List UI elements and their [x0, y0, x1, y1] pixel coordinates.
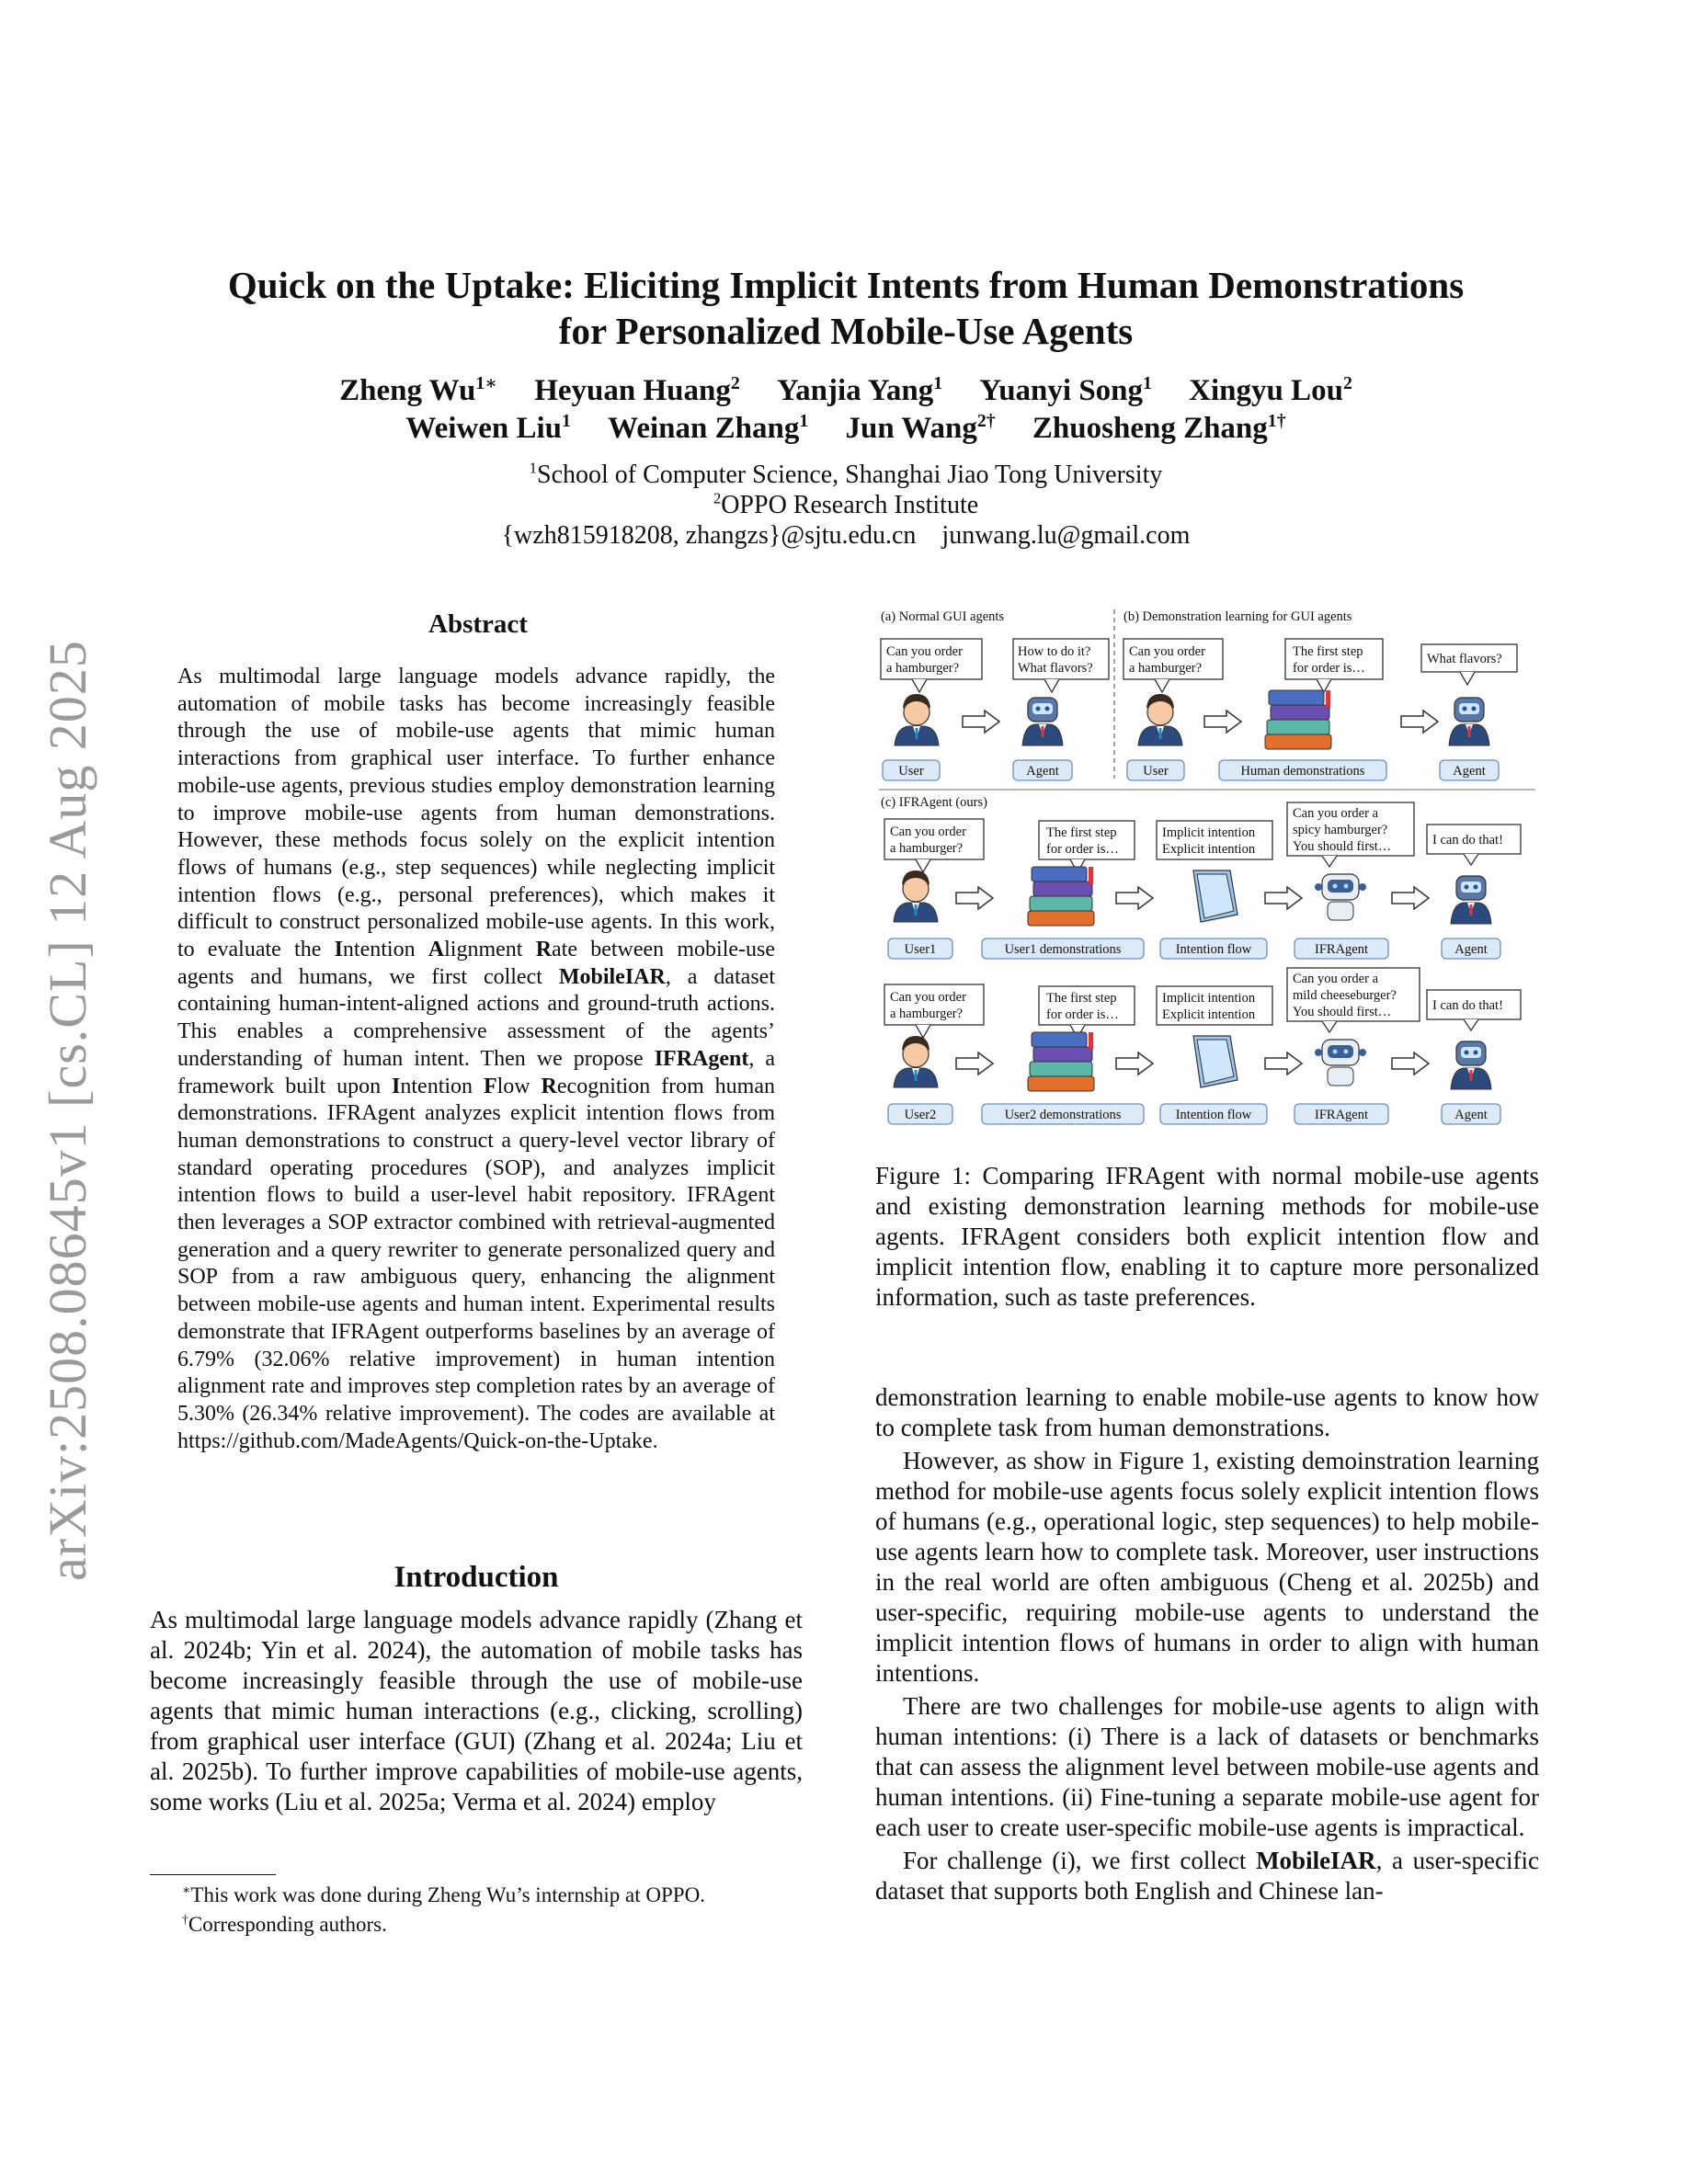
label-agent: Agent	[1454, 942, 1488, 957]
introduction-paragraph: As multimodal large language models advance rapidly (Zhang et al. 2024b; Yin et al. 2024), the automation of mobile tasks has become increasingly feasible through the use of mobile-use agents that mimic human interactions (e.g., clicking, scrolling) from graphical user interface (GUI) (Zhang et al. 2024a; Liu et al. 2025b). To further improve capabilities of mobile-use agents, some works (Liu et al. 2025a; Verma et al. 2024) employ	[150, 1606, 803, 1815]
label-human-demonstrations: Human demonstrations	[1240, 764, 1365, 779]
speech-bubble	[1287, 968, 1420, 1032]
arrow-icon	[956, 1052, 993, 1075]
svg-text:for order is…: for order is…	[1293, 661, 1365, 676]
paragraph: demonstration learning to enable mobile-use agents to know how to complete task from human demonstrations.	[875, 1383, 1539, 1441]
robot-agent-icon	[1451, 1041, 1491, 1089]
svg-text:The first step: The first step	[1046, 991, 1117, 1006]
speech-bubble	[1285, 639, 1383, 692]
books-icon	[1028, 867, 1094, 926]
user-icon	[895, 694, 939, 745]
label-user: User	[898, 764, 924, 779]
svg-text:Can you order: Can you order	[886, 644, 963, 659]
author: Zhuosheng Zhang$^{1\dagger}$	[1032, 411, 1286, 445]
arrow-icon	[1401, 711, 1438, 733]
svg-text:a hamburger?: a hamburger?	[886, 661, 960, 676]
svg-text:Can you order: Can you order	[890, 990, 966, 1005]
books-icon	[1028, 1032, 1094, 1091]
svg-text:mild cheeseburger?: mild cheeseburger?	[1293, 988, 1397, 1003]
svg-text:Can you order: Can you order	[1129, 644, 1205, 659]
intention-box	[1157, 821, 1272, 859]
author: Weinan Zhang$^1$	[608, 411, 809, 445]
label-user2: User2	[904, 1108, 937, 1122]
arrow-icon	[1265, 1052, 1302, 1075]
label-user2-demonstrations: User2 demonstrations	[1004, 1108, 1122, 1122]
label-user1: User1	[904, 942, 937, 957]
author: Yanjia Yang$^1$	[777, 373, 943, 407]
speech-bubble	[1039, 821, 1135, 872]
author: Zheng $Wu^{1∗}$	[339, 373, 497, 407]
svg-text:Explicit intention: Explicit intention	[1162, 1007, 1256, 1022]
affiliation-1: $^1$School of Computer Science, Shanghai Jiao Tong University	[529, 459, 1163, 489]
svg-text:Explicit intention: Explicit intention	[1162, 842, 1256, 857]
svg-text:The first step: The first step	[1046, 825, 1117, 840]
footnote-rule	[150, 1874, 276, 1875]
arrow-icon	[1204, 711, 1241, 733]
svg-text:for order is…: for order is…	[1046, 842, 1119, 857]
paragraph: There are two challenges for mobile-use agents to align with human intentions: (i) There is a lack of datasets or benchmarks that can assess the alignment level between mobile-use agents and human intentions. (ii) Fine-tuning a separate mobile-use agent for each user to create user-specific mobile-use agents is impractical.	[875, 1692, 1539, 1841]
svg-text:Implicit intention: Implicit intention	[1162, 825, 1256, 840]
footnotes	[182, 1881, 807, 1939]
ifragent-robot-icon	[1315, 1040, 1366, 1086]
paragraph: However, as show in Figure 1, existing demoinstration learning method for mobile-use agents focus solely explicit intention flows of humans (e.g., operational logic, step sequences) to help mobile-use agents learn how to complete task. Moreover, user instructions in the real world are often ambiguous (Cheng et al. 2025b) and user-specific, requiring mobile-use agents to understand the implicit intention flows of humans in order to align with human intentions.	[875, 1447, 1539, 1687]
label-user1-demonstrations: User1 demonstrations	[1004, 942, 1122, 957]
svg-text:Can you order: Can you order	[890, 825, 966, 839]
svg-text:I can do that!: I can do that!	[1432, 998, 1503, 1013]
arrow-icon	[963, 711, 999, 733]
label-intention-flow: Intention flow	[1175, 942, 1252, 957]
arrow-icon	[1116, 887, 1153, 909]
speech-bubble	[884, 984, 984, 1038]
label-intention-flow: Intention flow	[1175, 1108, 1252, 1122]
right-column-body	[875, 1382, 1539, 1906]
speech-bubble	[1013, 639, 1109, 692]
emails	[129, 520, 1563, 551]
arrow-icon	[1392, 1052, 1429, 1075]
paragraph: For challenge (i), we first collect MobileIAR, a user-specific dataset that supports both English and Chinese lan-	[875, 1847, 1539, 1905]
label-ifragent: IFRAgent	[1315, 1108, 1368, 1122]
svg-text:I can do that!: I can do that!	[1432, 833, 1503, 847]
document-icon	[1193, 870, 1237, 922]
arrow-icon	[1392, 887, 1429, 909]
email-1: {wzh815918208, zhangzs}@sjtu.edu.cn	[501, 521, 917, 550]
svg-text:You should first…: You should first…	[1293, 839, 1392, 854]
svg-text:a hamburger?: a hamburger?	[890, 1007, 964, 1021]
panel-b-title: (b) Demonstration learning for GUI agents	[1123, 609, 1352, 624]
user2-icon	[894, 1036, 938, 1087]
abstract-heading: Abstract	[428, 609, 528, 639]
speech-bubble	[884, 819, 984, 872]
title-line-1: Quick on the Uptake: Eliciting Implicit Intents from Human Demonstrations	[227, 264, 1465, 306]
author-list	[129, 372, 1563, 448]
speech-bubble	[1427, 990, 1521, 1030]
author-line-2	[129, 410, 1563, 448]
svg-text:What flavors?: What flavors?	[1018, 661, 1093, 676]
figure-1	[875, 604, 1539, 1133]
label-agent: Agent	[1454, 1108, 1488, 1122]
speech-bubble	[1427, 825, 1521, 865]
svg-text:Can you order a: Can you order a	[1293, 972, 1379, 986]
robot-agent-icon	[1451, 876, 1491, 924]
label-agent: Agent	[1453, 764, 1486, 779]
email-2: junwang.lu@gmail.com	[941, 521, 1191, 550]
speech-bubble	[1039, 986, 1135, 1038]
speech-bubble	[1123, 639, 1223, 692]
author: Jun Wang$^{2\dagger}$	[845, 411, 996, 445]
arrow-icon	[1116, 1052, 1153, 1075]
arrow-icon	[1265, 887, 1302, 909]
svg-text:How to do it?: How to do it?	[1018, 644, 1091, 659]
user-icon	[1138, 694, 1182, 745]
intention-box	[1157, 986, 1272, 1025]
panel-c-title: (c) IFRAgent (ours)	[881, 795, 987, 810]
figure-1-caption: Figure 1: Comparing IFRAgent with normal mobile-use agents and existing demonstration learning methods for mobile-use agents. IFRAgent considers both explicit intention flow and implicit intention flow, enabling it to capture more personalized information, such as taste preferences.	[875, 1162, 1539, 1311]
figure-1-diagram	[875, 604, 1539, 1133]
introduction-heading: Introduction	[393, 1561, 559, 1594]
speech-bubble	[1421, 644, 1517, 685]
svg-text:a hamburger?: a hamburger?	[890, 841, 964, 856]
svg-text:for order is…: for order is…	[1046, 1007, 1119, 1022]
label-agent: Agent	[1026, 764, 1059, 779]
footnote-1: ∗This work was done during Zheng Wu’s internship at OPPO.	[182, 1883, 705, 1906]
svg-text:The first step: The first step	[1293, 644, 1363, 659]
author: Heyuan Huang$^2$	[534, 373, 740, 407]
author-line-1	[129, 372, 1563, 410]
speech-bubble	[1287, 802, 1414, 867]
document-icon	[1193, 1036, 1237, 1087]
paper-title	[129, 262, 1563, 354]
abstract-body: As multimodal large language models advance rapidly, the automation of mobile tasks has become increasingly feasible through the use of mobile-use agents that mimic human interactions from graphical user interface. To further enhance mobile-use agents, previous studies employ demonstration learning to improve mobile-use agents from human demonstrations. However, these methods focus solely on the explicit intention flows of humans (e.g., step sequences) while neglecting implicit intention flows (e.g., personal preferences), which makes it difficult to construct personalized mobile-use agents. In this work, to evaluate the Intention Alignment Rate between mobile-use agents and humans, we first collect MobileIAR, a dataset containing human-intent-aligned actions and ground-truth actions. This enables a comprehensive assessment of the agents’ understanding of human intent. Then we propose IFRAgent, a framework built upon Intention Flow Recognition from human demonstrations. IFRAgent analyzes explicit intention flows from human demonstrations to construct a query-level vector library of standard operating procedures (SOP), and analyzes implicit intention flows to build a user-level habit repository. IFRAgent then leverages a SOP extractor combined with retrieval-augmented generation and a query rewriter to generate personalized query and SOP from a raw ambiguous query, enhancing the alignment between mobile-use agents and human intent. Experimental results demonstrate that IFRAgent outperforms baselines by an average of 6.79% (32.06% relative improvement) in human intention alignment rate and improves step completion rates by an average of 5.30% (26.34% relative improvement). The codes are available at https://github.com/MadeAgents/Quick-on-the-Uptake.	[177, 665, 776, 1453]
user1-icon	[894, 870, 938, 922]
robot-agent-icon	[1449, 698, 1489, 745]
title-line-2: for Personalized Mobile-Use Agents	[558, 310, 1134, 352]
author: Yuanyi Song$^1$	[979, 373, 1152, 407]
books-icon	[1265, 690, 1331, 749]
label-ifragent: IFRAgent	[1315, 942, 1368, 957]
robot-agent-icon	[1022, 698, 1063, 745]
label-user: User	[1143, 764, 1169, 779]
svg-text:What flavors?: What flavors?	[1427, 652, 1502, 666]
speech-bubble	[881, 639, 982, 692]
author: Xingyu Lou$^2$	[1189, 373, 1352, 407]
svg-text:You should first…: You should first…	[1293, 1005, 1392, 1019]
arxiv-stamp: arXiv:2508.08645v1 [cs.CL] 12 Aug 2025	[38, 640, 97, 1581]
svg-text:Can you order a: Can you order a	[1293, 806, 1379, 821]
panel-a-title: (a) Normal GUI agents	[881, 609, 1005, 624]
svg-text:Implicit intention: Implicit intention	[1162, 991, 1256, 1006]
affiliation-2: $^2$OPPO Research Institute	[713, 489, 979, 519]
ifragent-robot-icon	[1315, 874, 1366, 920]
author: Weiwen Liu$^1$	[405, 411, 571, 445]
arrow-icon	[956, 887, 993, 909]
svg-text:a hamburger?: a hamburger?	[1129, 661, 1203, 676]
svg-text:spicy hamburger?: spicy hamburger?	[1293, 823, 1388, 837]
affiliations	[129, 460, 1563, 551]
footnote-2: †Corresponding authors.	[182, 1912, 387, 1936]
